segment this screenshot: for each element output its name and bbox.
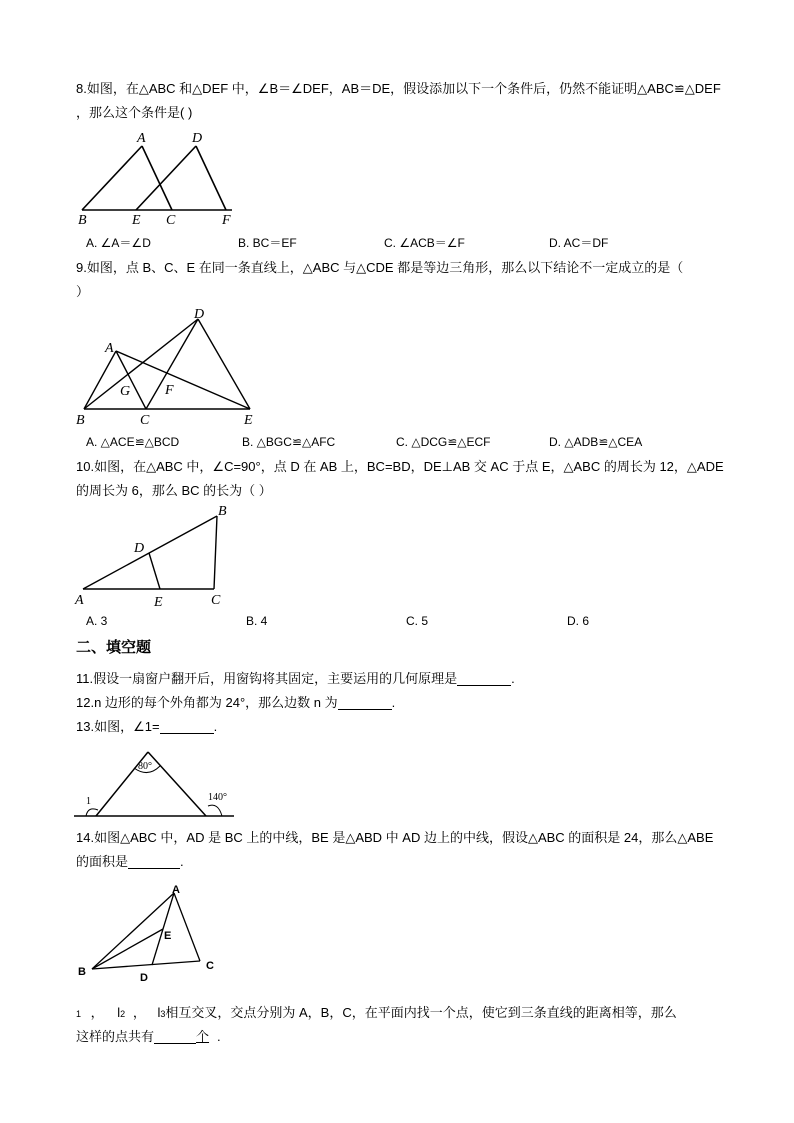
q9-label-b: B	[76, 413, 85, 428]
q8-label-f: F	[222, 213, 231, 228]
q11-answer-blank[interactable]	[457, 672, 511, 686]
q9-label-f: F	[165, 383, 174, 398]
q8-label-e: E	[132, 213, 141, 228]
q8-option-d: D. AC＝DF	[549, 236, 609, 250]
q15-l2: l	[117, 1005, 121, 1020]
q10-label-a: A	[75, 593, 84, 608]
q8-label-c: C	[166, 213, 176, 228]
q10-stem-line1: 10.如图，在△ABC 中，∠C=90°，点 D 在 AB 上，BC=BD，DE⊥AB 交 AC 于点 E，△ABC 的周长为 12，△ADE	[76, 459, 724, 474]
q15-unit: 个	[196, 1029, 210, 1044]
q8-option-c: C. ∠ACB＝∠F	[384, 236, 465, 250]
q14-line2-text: 的面积是	[76, 854, 129, 869]
q10-option-d: D. 6	[567, 614, 590, 628]
q9-label-e: E	[244, 413, 253, 428]
q10-label-c: C	[211, 593, 221, 608]
q12-end: .	[391, 695, 396, 710]
q10-figure	[72, 502, 232, 610]
q10-label-e: E	[154, 595, 163, 610]
q9-stem-line1: 9.如图，点 B、C、E 在同一条直线上，△ABC 与△CDE 都是等边三角形，那么以下结论不一定成立的是（	[76, 260, 684, 275]
q9-option-c: C. △DCG≌△ECF	[396, 435, 491, 449]
q15-l3: l	[157, 1005, 161, 1020]
q15-line2-text: 这样的点共有	[76, 1029, 155, 1044]
q13-stem	[76, 718, 217, 736]
q8-label-d: D	[192, 131, 203, 146]
q11-text: 11.假设一扇窗户翻开后，用窗钩将其固定，主要运用的几何原理是	[76, 671, 458, 686]
q14-figure	[74, 883, 224, 988]
q9-label-c: C	[140, 413, 150, 428]
q15-stem-line1	[76, 1004, 677, 1023]
q9-option-a: A. △ACE≌△BCD	[86, 435, 180, 449]
q14-end: .	[180, 854, 184, 869]
q9-option-d: D. △ADB≌△CEA	[549, 435, 643, 449]
q13-figure	[72, 744, 237, 822]
q14-label-a: A	[172, 884, 180, 896]
q15-text: 相互交叉，交点分别为 A，B，C，在平面内找一个点，使它到三条直线的距离相等，那么	[165, 1005, 677, 1020]
q15-sub-2: 2	[120, 1009, 126, 1019]
q15-stem-line2	[76, 1028, 221, 1046]
q8-label-b: B	[78, 213, 87, 228]
q14-label-c: C	[206, 960, 214, 972]
q15-sub-1: 1	[76, 1009, 82, 1019]
q9-label-a: A	[105, 341, 114, 356]
q10-option-b: B. 4	[246, 614, 268, 628]
q14-stem-line2	[76, 853, 184, 871]
q12-stem	[76, 694, 395, 712]
q10-option-c: C. 5	[406, 614, 429, 628]
q15-answer-blank[interactable]	[154, 1030, 196, 1044]
q13-text: 13.如图，∠1=	[76, 719, 160, 734]
q11-end: .	[511, 671, 515, 686]
q12-text: 12.n 边形的每个外角都为 24°，那么边数 n 为	[76, 695, 338, 710]
q14-label-e: E	[164, 930, 172, 942]
q10-label-b: B	[218, 504, 227, 519]
q15-sub-3: 3	[160, 1009, 166, 1019]
q8-stem-line2: ，那么这个条件是( )	[76, 105, 193, 120]
q10-stem-line2: 的周长为 6，那么 BC 的长为（ ）	[76, 483, 272, 498]
q12-answer-blank[interactable]	[338, 696, 392, 710]
q13-answer-blank[interactable]	[160, 720, 214, 734]
q9-label-g: G	[120, 384, 131, 399]
q8-stem-line1: 8.如图，在△ABC 和△DEF 中，∠B＝∠DEF，AB＝DE，假设添加以下一个条件后，仍然不能证明△ABC≌△DEF	[76, 81, 721, 96]
q15-comma-1: ，	[90, 1005, 104, 1020]
q13-end: .	[213, 719, 218, 734]
q9-label-d: D	[194, 307, 205, 322]
q9-option-b: B. △BGC≌△AFC	[242, 435, 336, 449]
q13-label-angle-1: 1	[86, 796, 91, 807]
q8-option-b: B. BC＝EF	[238, 236, 297, 250]
q14-stem-line1: 14.如图△ABC 中，AD 是 BC 上的中线，BE 是△ABD 中 AD 边上的中线，假设△ABC 的面积是 24，那么△ABE	[76, 830, 714, 845]
q11-stem	[76, 670, 515, 688]
q15-end: .	[217, 1029, 221, 1044]
section-fill-in-blank-title: 二、填空题	[76, 639, 152, 656]
q9-stem-line2: ）	[76, 284, 90, 299]
q15-comma-2: ，	[132, 1005, 146, 1020]
q8-option-a: A. ∠A＝∠D	[86, 236, 151, 250]
q8-figure	[74, 128, 244, 228]
q14-label-d: D	[140, 972, 148, 984]
q10-option-a: A. 3	[86, 614, 108, 628]
q14-answer-blank[interactable]	[128, 855, 180, 869]
q13-label-140-deg: 140°	[208, 792, 227, 803]
q10-label-d: D	[134, 541, 145, 556]
q9-figure	[74, 305, 259, 430]
q14-label-b: B	[78, 966, 86, 978]
q13-label-80-deg: 80°	[138, 761, 152, 772]
q8-label-a: A	[137, 131, 146, 146]
